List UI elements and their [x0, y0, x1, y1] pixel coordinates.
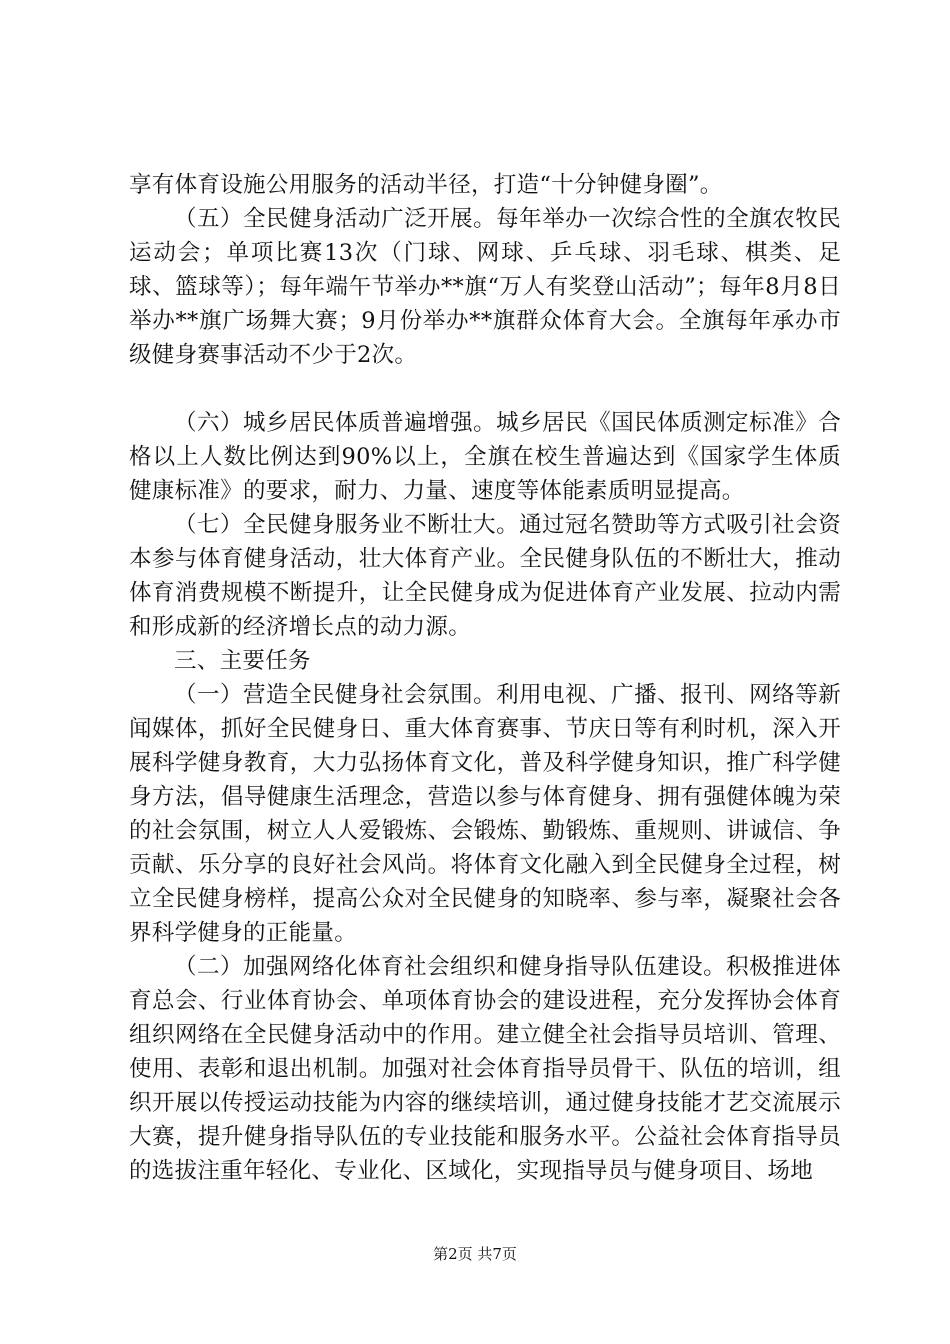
paragraph-item-5: （五）全民健身活动广泛开展。每年举办一次综合性的全旗农牧民运动会；单项比赛13次（门球、网球、乒乓球、羽毛球、棋类、足球、篮球等）；每年端午节举办**旗“万人有奖登山活动”；每年8月8日举办**旗广场舞大赛；9月份举办**旗群众体育大会。全旗每年承办市级健身赛事活动不少于2次。	[129, 206, 841, 368]
paragraph-task-2: （二）加强网络化体育社会组织和健身指导队伍建设。积极推进体育总会、行业体育协会、单项体育协会的建设进程，充分发挥协会体育组织网络在全民健身活动中的作用。建立健全社会指导员培训、管理、使用、表彰和退出机制。加强对社会体育指导员骨干、队伍的培训，组织开展以传授运动技能为内容的继续培训，通过健身技能才艺交流展示大赛，提升健身指导队伍的专业技能和服务水平。公益社会体育指导员的选拔注重年轻化、专业化、区域化，实现指导员与健身项目、场地	[129, 954, 841, 1184]
paragraph-task-1: （一）营造全民健身社会氛围。利用电视、广播、报刊、网络等新闻媒体，抓好全民健身日、重大体育赛事、节庆日等有利时机，深入开展科学健身教育，大力弘扬体育文化，普及科学健身知识，推广科学健身方法，倡导健康生活理念，营造以参与体育健身、拥有强健体魄为荣的社会氛围，树立人人爱锻炼、会锻炼、勤锻炼、重规则、讲诚信、争贡献、乐分享的良好社会风尚。将体育文化融入到全民健身全过程，树立全民健身榜样，提高公众对全民健身的知晓率、参与率，凝聚社会各界科学健身的正能量。	[129, 682, 841, 946]
paragraph-continuation: 享有体育设施公用服务的活动半径，打造“十分钟健身圈”。	[129, 172, 723, 198]
section-heading-main-tasks: 三、主要任务	[174, 648, 311, 674]
blank-line	[129, 372, 841, 406]
document-body	[129, 168, 841, 1188]
paragraph-item-7: （七）全民健身服务业不断壮大。通过冠名赞助等方式吸引社会资本参与体育健身活动，壮大体育产业。全民健身队伍的不断壮大，推动体育消费规模不断提升，让全民健身成为促进体育产业发展、拉动内需和形成新的经济增长点的动力源。	[129, 512, 841, 640]
paragraph-item-6: （六）城乡居民体质普遍增强。城乡居民《国民体质测定标准》合格以上人数比例达到90%以上，全旗在校生普遍达到《国家学生体质健康标准》的要求，耐力、力量、速度等体能素质明显提高。	[129, 410, 841, 504]
page-footer: 第2页 共7页	[433, 1245, 517, 1263]
